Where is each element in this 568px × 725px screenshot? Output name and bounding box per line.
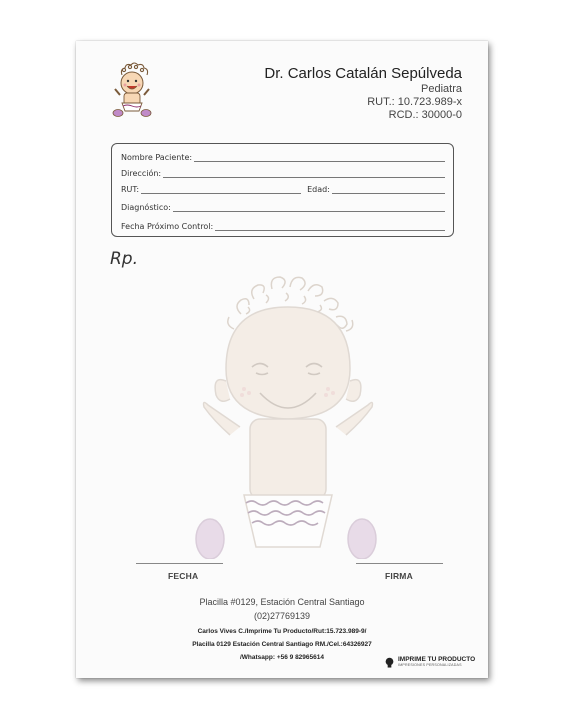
patient-name-label: Nombre Paciente: [121,153,193,162]
date-label: FECHA [168,571,199,581]
brand-logo [384,656,475,668]
address-field[interactable] [163,169,445,178]
lightbulb-icon [384,657,395,668]
footer-line-1: Carlos Vives C./Imprime Tu Producto/Rut:15.723.989-9/ [197,628,367,635]
doctor-specialty: Pediatra [421,83,462,95]
diagnosis-field[interactable] [173,203,445,212]
brand-tagline: IMPRESIONES PERSONALIZADAS [398,663,462,667]
patient-form [111,143,454,237]
doctor-header [264,65,462,122]
rut-age-row [121,182,445,194]
age-field[interactable] [332,185,445,194]
next-control-row [121,219,445,231]
sign-label: FIRMA [385,571,413,581]
address-row [121,166,445,178]
baby-watermark-icon [186,269,386,559]
doctor-rut: RUT.: 10.723.989-x [367,96,462,108]
rut-label: RUT: [121,185,140,194]
doctor-rcd: RCD.: 30000-0 [388,109,462,121]
rut-field[interactable] [141,185,301,194]
next-control-label: Fecha Próximo Control: [121,222,214,231]
age-label: Edad: [307,185,330,194]
brand-name: IMPRIME TU PRODUCTO [398,656,476,663]
footer-line-3: /Whatsapp: +56 9 82965614 [239,654,324,661]
baby-logo-icon [108,61,156,119]
address-label: Dirección: [121,169,162,178]
footer-line-2: Placilla 0129 Estación Central Santiago RM./Cel.:64326927 [192,641,372,648]
prescription-sheet [76,41,488,678]
rp-label: Rp. [110,249,139,269]
footer-address: Placilla #0129, Estación Central Santiago [199,597,365,607]
footer-phone: (02)27769139 [253,611,311,621]
patient-name-row [121,150,445,162]
diagnosis-label: Diagnóstico: [121,203,171,212]
patient-name-field[interactable] [194,153,445,162]
diagnosis-row [121,200,445,212]
date-signature-line [136,563,223,564]
sign-signature-line [356,563,443,564]
next-control-field[interactable] [215,222,445,231]
doctor-name: Dr. Carlos Catalán Sepúlveda [264,65,462,82]
